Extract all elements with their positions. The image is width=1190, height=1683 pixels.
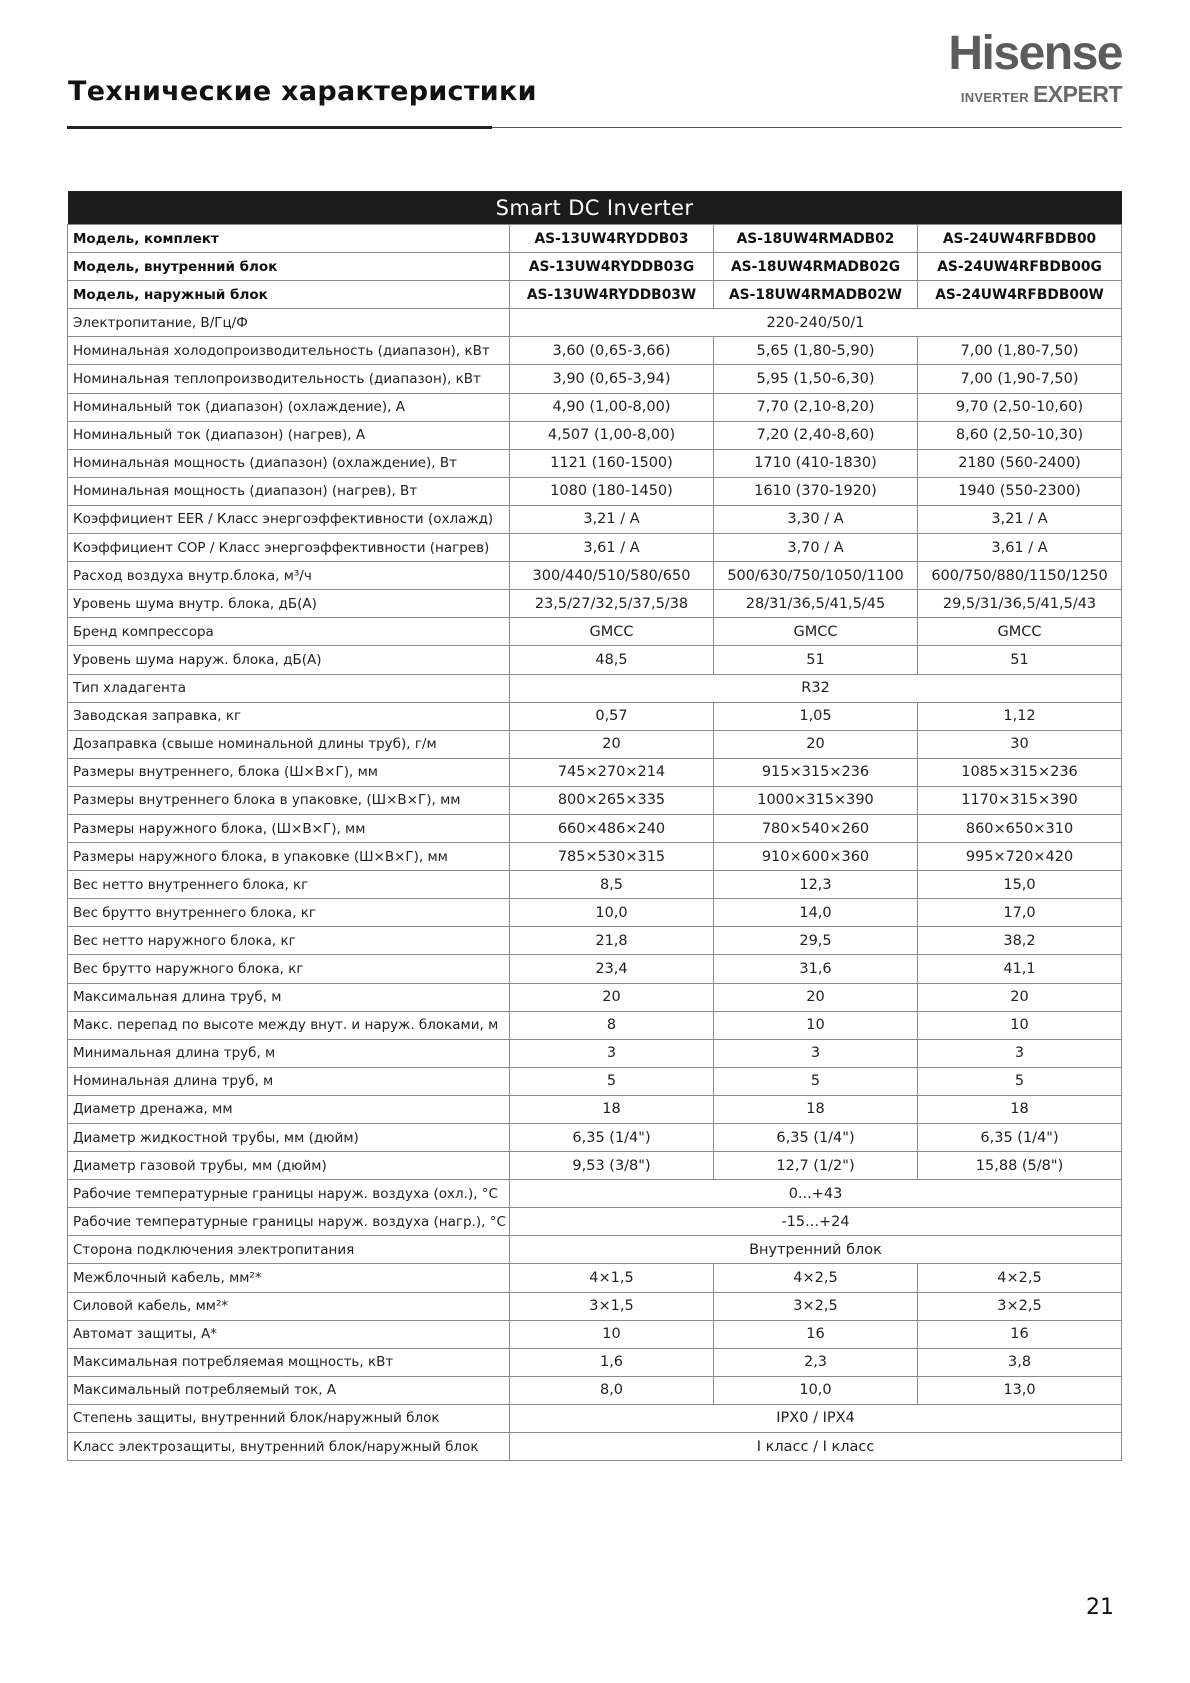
row-label: Размеры наружного блока, в упаковке (Ш×В×Г), мм: [68, 843, 510, 871]
row-value: 41,1: [918, 955, 1122, 983]
row-value: GMCC: [918, 618, 1122, 646]
row-value: 16: [714, 1320, 918, 1348]
row-label: Максимальная потребляемая мощность, кВт: [68, 1348, 510, 1376]
table-row: [68, 927, 1122, 955]
row-label: Вес нетто внутреннего блока, кг: [68, 871, 510, 899]
row-value: 3,70 / A: [714, 534, 918, 562]
row-label: Вес брутто внутреннего блока, кг: [68, 899, 510, 927]
row-value: 38,2: [918, 927, 1122, 955]
spec-table: [67, 191, 1122, 1461]
row-value: 3×2,5: [918, 1292, 1122, 1320]
row-value: 3: [510, 1039, 714, 1067]
row-value: 18: [714, 1095, 918, 1123]
row-value: 800×265×335: [510, 786, 714, 814]
table-row: [68, 393, 1122, 421]
table-row: [68, 1433, 1122, 1461]
table-row: [68, 505, 1122, 533]
table-row: [68, 309, 1122, 337]
row-value: 1000×315×390: [714, 786, 918, 814]
row-value: 51: [918, 646, 1122, 674]
row-value: 20: [714, 983, 918, 1011]
table-row: [68, 871, 1122, 899]
row-label: Тип хладагента: [68, 674, 510, 702]
row-value: 6,35 (1/4"): [510, 1124, 714, 1152]
row-value: 3×2,5: [714, 1292, 918, 1320]
row-value: GMCC: [510, 618, 714, 646]
spec-table-header: Smart DC Inverter: [68, 191, 1122, 225]
row-value: GMCC: [714, 618, 918, 646]
row-label: Номинальная мощность (диапазон) (охлаждение), Вт: [68, 449, 510, 477]
row-label: Заводская заправка, кг: [68, 702, 510, 730]
row-label: Вес брутто наружного блока, кг: [68, 955, 510, 983]
row-label: Расход воздуха внутр.блока, м³/ч: [68, 562, 510, 590]
table-row: [68, 281, 1122, 309]
row-value: 10: [714, 1011, 918, 1039]
row-value: Внутренний блок: [510, 1236, 1122, 1264]
row-label: Модель, наружный блок: [68, 281, 510, 309]
row-label: Номинальная холодопроизводительность (диапазон), кВт: [68, 337, 510, 365]
row-value: 1,05: [714, 702, 918, 730]
table-row: [68, 449, 1122, 477]
table-row: [68, 814, 1122, 842]
table-row: [68, 1404, 1122, 1432]
row-value: 12,7 (1/2"): [714, 1152, 918, 1180]
row-label: Максимальная длина труб, м: [68, 983, 510, 1011]
row-value: 6,35 (1/4"): [918, 1124, 1122, 1152]
row-label: Модель, внутренний блок: [68, 253, 510, 281]
row-label: Уровень шума внутр. блока, дБ(А): [68, 590, 510, 618]
row-value: AS-18UW4RMADB02G: [714, 253, 918, 281]
row-value: 30: [918, 730, 1122, 758]
row-value: 3,30 / A: [714, 505, 918, 533]
row-value: 5,65 (1,80-5,90): [714, 337, 918, 365]
row-value: AS-13UW4RYDDB03G: [510, 253, 714, 281]
row-value: AS-18UW4RMADB02W: [714, 281, 918, 309]
table-row: [68, 646, 1122, 674]
row-value: 745×270×214: [510, 758, 714, 786]
row-label: Дозаправка (свыше номинальной длины труб), г/м: [68, 730, 510, 758]
row-value: 910×600×360: [714, 843, 918, 871]
row-label: Рабочие температурные границы наруж. воздуха (нагр.), °С: [68, 1208, 510, 1236]
brand-tagline-expert: EXPERT: [1032, 81, 1122, 107]
row-value: 51: [714, 646, 918, 674]
brand-logo: [948, 27, 1122, 111]
row-label: Номинальный ток (диапазон) (нагрев), А: [68, 421, 510, 449]
row-value: 9,53 (3/8"): [510, 1152, 714, 1180]
row-value: 0...+43: [510, 1180, 1122, 1208]
table-row: [68, 1208, 1122, 1236]
row-value: 1080 (180-1450): [510, 477, 714, 505]
row-value: 7,70 (2,10-8,20): [714, 393, 918, 421]
row-value: 3,61 / A: [510, 534, 714, 562]
row-value: 0,57: [510, 702, 714, 730]
row-value: 2180 (560-2400): [918, 449, 1122, 477]
row-label: Рабочие температурные границы наруж. воздуха (охл.), °С: [68, 1180, 510, 1208]
row-value: 4,507 (1,00-8,00): [510, 421, 714, 449]
row-label: Степень защиты, внутренний блок/наружный блок: [68, 1404, 510, 1432]
row-value: 21,8: [510, 927, 714, 955]
row-label: Номинальный ток (диапазон) (охлаждение), А: [68, 393, 510, 421]
row-value: IPX0 / IPX4: [510, 1404, 1122, 1432]
row-value: 10,0: [714, 1376, 918, 1404]
row-value: 15,0: [918, 871, 1122, 899]
table-row: [68, 674, 1122, 702]
row-value: 10: [918, 1011, 1122, 1039]
row-value: 3,60 (0,65-3,66): [510, 337, 714, 365]
row-label: Размеры внутреннего, блока (Ш×В×Г), мм: [68, 758, 510, 786]
table-row: [68, 1236, 1122, 1264]
row-value: 31,6: [714, 955, 918, 983]
row-value: 10,0: [510, 899, 714, 927]
row-value: 500/630/750/1050/1100: [714, 562, 918, 590]
row-label: Сторона подключения электропитания: [68, 1236, 510, 1264]
row-label: Электропитание, В/Гц/Ф: [68, 309, 510, 337]
table-row: [68, 1264, 1122, 1292]
table-row: [68, 1152, 1122, 1180]
table-row: [68, 1376, 1122, 1404]
row-value: 15,88 (5/8"): [918, 1152, 1122, 1180]
row-label: Уровень шума наруж. блока, дБ(А): [68, 646, 510, 674]
row-value: AS-24UW4RFBDB00G: [918, 253, 1122, 281]
row-value: 18: [918, 1095, 1122, 1123]
row-value: 4×2,5: [918, 1264, 1122, 1292]
row-value: 18: [510, 1095, 714, 1123]
table-row: [68, 562, 1122, 590]
table-row: [68, 1067, 1122, 1095]
row-value: 8,60 (2,50-10,30): [918, 421, 1122, 449]
row-value: R32: [510, 674, 1122, 702]
row-value: 16: [918, 1320, 1122, 1348]
table-row: [68, 1180, 1122, 1208]
row-value: 9,70 (2,50-10,60): [918, 393, 1122, 421]
row-label: Автомат защиты, А*: [68, 1320, 510, 1348]
row-value: 7,20 (2,40-8,60): [714, 421, 918, 449]
table-row: [68, 983, 1122, 1011]
row-value: 48,5: [510, 646, 714, 674]
row-value: AS-13UW4RYDDB03W: [510, 281, 714, 309]
row-value: 1610 (370-1920): [714, 477, 918, 505]
table-row: [68, 477, 1122, 505]
table-row: [68, 899, 1122, 927]
row-value: 3,90 (0,65-3,94): [510, 365, 714, 393]
table-row: [68, 1095, 1122, 1123]
row-label: Силовой кабель, мм²*: [68, 1292, 510, 1320]
row-label: Модель, комплект: [68, 225, 510, 253]
row-value: 10: [510, 1320, 714, 1348]
row-value: AS-24UW4RFBDB00W: [918, 281, 1122, 309]
row-label: Размеры внутреннего блока в упаковке, (Ш×В×Г), мм: [68, 786, 510, 814]
row-label: Номинальная длина труб, м: [68, 1067, 510, 1095]
table-row: [68, 1348, 1122, 1376]
row-value: 4×1,5: [510, 1264, 714, 1292]
table-row: [68, 786, 1122, 814]
row-value: 3,21 / A: [510, 505, 714, 533]
table-row: [68, 843, 1122, 871]
row-label: Диаметр дренажа, мм: [68, 1095, 510, 1123]
brand-tagline-inverter: INVERTER: [960, 90, 1029, 105]
row-value: 20: [510, 730, 714, 758]
row-value: 4×2,5: [714, 1264, 918, 1292]
row-value: 600/750/880/1150/1250: [918, 562, 1122, 590]
row-value: 1940 (550-2300): [918, 477, 1122, 505]
table-row: [68, 758, 1122, 786]
row-value: 8: [510, 1011, 714, 1039]
row-value: 23,5/27/32,5/37,5/38: [510, 590, 714, 618]
row-value: 1170×315×390: [918, 786, 1122, 814]
table-row: [68, 1039, 1122, 1067]
table-row: [68, 225, 1122, 253]
row-value: 3,21 / A: [918, 505, 1122, 533]
row-label: Диаметр газовой трубы, мм (дюйм): [68, 1152, 510, 1180]
row-value: 3: [714, 1039, 918, 1067]
row-value: 1085×315×236: [918, 758, 1122, 786]
table-row: [68, 1292, 1122, 1320]
row-label: Межблочный кабель, мм²*: [68, 1264, 510, 1292]
row-label: Бренд компрессора: [68, 618, 510, 646]
row-value: 17,0: [918, 899, 1122, 927]
row-value: AS-13UW4RYDDB03: [510, 225, 714, 253]
row-value: 23,4: [510, 955, 714, 983]
brand-tagline: [948, 81, 1122, 111]
row-value: 29,5/31/36,5/41,5/43: [918, 590, 1122, 618]
row-value: 20: [714, 730, 918, 758]
brand-name: Hisense: [948, 27, 1122, 80]
row-value: 20: [918, 983, 1122, 1011]
row-value: 5: [918, 1067, 1122, 1095]
table-row: [68, 1011, 1122, 1039]
row-value: 5: [510, 1067, 714, 1095]
table-row: [68, 955, 1122, 983]
row-value: 860×650×310: [918, 814, 1122, 842]
row-value: 6,35 (1/4"): [714, 1124, 918, 1152]
row-value: 660×486×240: [510, 814, 714, 842]
spec-table-header-row: [68, 191, 1122, 225]
row-value: 780×540×260: [714, 814, 918, 842]
row-value: AS-24UW4RFBDB00: [918, 225, 1122, 253]
row-label: Размеры наружного блока, (Ш×В×Г), мм: [68, 814, 510, 842]
row-label: Максимальный потребляемый ток, А: [68, 1376, 510, 1404]
row-value: I класс / I класс: [510, 1433, 1122, 1461]
row-value: 300/440/510/580/650: [510, 562, 714, 590]
row-value: 13,0: [918, 1376, 1122, 1404]
row-value: -15...+24: [510, 1208, 1122, 1236]
table-row: [68, 253, 1122, 281]
row-value: 14,0: [714, 899, 918, 927]
row-value: 3,61 / A: [918, 534, 1122, 562]
row-value: 1,6: [510, 1348, 714, 1376]
table-row: [68, 337, 1122, 365]
row-value: 12,3: [714, 871, 918, 899]
table-row: [68, 730, 1122, 758]
page-number: 21: [1086, 1595, 1114, 1620]
row-value: 8,0: [510, 1376, 714, 1404]
row-value: AS-18UW4RMADB02: [714, 225, 918, 253]
row-value: 995×720×420: [918, 843, 1122, 871]
row-label: Коэффициент COP / Класс энергоэффективности (нагрев): [68, 534, 510, 562]
row-value: 1121 (160-1500): [510, 449, 714, 477]
table-row: [68, 702, 1122, 730]
row-value: 220-240/50/1: [510, 309, 1122, 337]
row-value: 7,00 (1,90-7,50): [918, 365, 1122, 393]
row-value: 7,00 (1,80-7,50): [918, 337, 1122, 365]
row-label: Минимальная длина труб, м: [68, 1039, 510, 1067]
row-label: Номинальная теплопроизводительность (диапазон), кВт: [68, 365, 510, 393]
table-row: [68, 590, 1122, 618]
table-row: [68, 1320, 1122, 1348]
row-label: Номинальная мощность (диапазон) (нагрев), Вт: [68, 477, 510, 505]
row-value: 915×315×236: [714, 758, 918, 786]
table-row: [68, 421, 1122, 449]
row-label: Вес нетто наружного блока, кг: [68, 927, 510, 955]
title-underline: [67, 126, 492, 129]
row-value: 1,12: [918, 702, 1122, 730]
table-row: [68, 534, 1122, 562]
page-title: Технические характеристики: [68, 76, 537, 107]
row-value: 3: [918, 1039, 1122, 1067]
row-value: 20: [510, 983, 714, 1011]
spec-table-body: [68, 225, 1122, 1461]
row-value: 1710 (410-1830): [714, 449, 918, 477]
table-row: [68, 618, 1122, 646]
row-value: 5,95 (1,50-6,30): [714, 365, 918, 393]
row-value: 785×530×315: [510, 843, 714, 871]
row-value: 29,5: [714, 927, 918, 955]
row-value: 28/31/36,5/41,5/45: [714, 590, 918, 618]
row-value: 3×1,5: [510, 1292, 714, 1320]
row-label: Диаметр жидкостной трубы, мм (дюйм): [68, 1124, 510, 1152]
header-divider: [492, 127, 1122, 128]
row-label: Коэффициент EER / Класс энергоэффективности (охлажд): [68, 505, 510, 533]
row-value: 3,8: [918, 1348, 1122, 1376]
row-value: 8,5: [510, 871, 714, 899]
row-label: Макс. перепад по высоте между внут. и наруж. блоками, м: [68, 1011, 510, 1039]
table-row: [68, 1124, 1122, 1152]
row-label: Класс электрозащиты, внутренний блок/наружный блок: [68, 1433, 510, 1461]
row-value: 5: [714, 1067, 918, 1095]
row-value: 2,3: [714, 1348, 918, 1376]
row-value: 4,90 (1,00-8,00): [510, 393, 714, 421]
table-row: [68, 365, 1122, 393]
